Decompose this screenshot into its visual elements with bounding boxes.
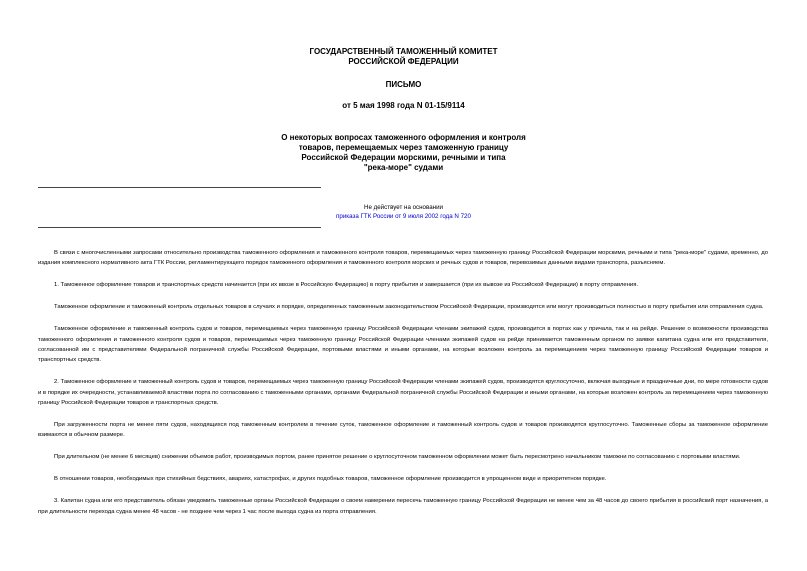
body-paragraph: 2. Таможенное оформление и таможенный контроль судов и товаров, перемещаемых через таможенную границу Российской Федерации членами экипажей судов, производятся круглосуточно, включая выходные и праздничные дни, по мере готовности судов и в порядке их очередности, устанавливаемой властями порта по согласованию с таможенными органами, органами Федеральной пограничной службы Российской Федерации и иными органами, на которые возложен контроль за перемещением через таможенную границу Российской Федерации товаров и транспортных средств. xyxy=(38,379,768,407)
subject-line: Российской Федерации морскими, речными и типа xyxy=(301,153,506,162)
status-text: Не действует на основании xyxy=(364,204,443,211)
document-number: от 5 мая 1998 года N 01-15/9114 xyxy=(342,101,465,110)
document-body xyxy=(38,248,768,528)
document-status xyxy=(0,203,807,221)
issuer-line-1: ГОСУДАРСТВЕННЫЙ ТАМОЖЕННЫЙ КОМИТЕТ xyxy=(309,47,498,56)
document-subject xyxy=(0,133,807,173)
status-link[interactable]: приказа ГТК России от 9 июля 2002 года N 720 xyxy=(336,213,471,220)
issuer-line-2: РОССИЙСКОЙ ФЕДЕРАЦИИ xyxy=(348,57,459,66)
body-paragraph: При загруженности порта не менее пяти судов, находящихся под таможенным контролем в течение суток, таможенное оформление и таможенный контроль судов и товаров производятся круглосуточно. Таможенные сборы за таможенное оформление взимаются в обычном размере. xyxy=(38,421,768,439)
body-paragraph: 1. Таможенное оформление товаров и транспортных средств начинается (при их ввозе в Российскую Федерацию) в порту прибытия и завершается (при их вывозе из Российской Федерации) в порту отправления. xyxy=(54,282,639,289)
divider-top xyxy=(38,187,321,188)
body-paragraph: 3. Капитан судна или его представитель обязан уведомить таможенные органы Российской Федерации о своем намерении пересечь таможенную границу Российской Федерации не менее чем за 48 часов до своего прибытия в российский порт назначения, а при длительности перехода судна менее 48 часов - не позднее чем через 1 час после выхода судна из порта отправления. xyxy=(38,498,768,515)
subject-line: "река-море" судами xyxy=(363,163,444,172)
body-paragraph: В отношении товаров, необходимых при стихийных бедствиях, авариях, катастрофах, и других подобных товаров, таможенное оформление производится в упрощенном виде и приоритетном порядке. xyxy=(54,476,607,483)
body-paragraph: В связи с многочисленными запросами относительно производства таможенного оформления и таможенного контроля товаров, перемещаемых через таможенную границу Российской Федерации морскими, речными и типа "река-море" судами, временно, до издания комплексного нормативного акта ГТК России, регламентирующего порядок таможенного оформления и таможенного контроля морских и речных судов и товаров, перевозимых данными видами транспорта, разъясняем. xyxy=(38,250,768,267)
body-paragraph: Таможенное оформление и таможенный контроль судов и товаров, перемещаемых через таможенную границу Российской Федерации членами экипажей судов, производится в портах как у причала, так и на рейде. Решение о возможности производства таможенного оформления и таможенного контроля судов и товаров, перемещаемых через таможенную границу Российской Федерации членами экипажей судов на рейде принимается таможенным органом по заявке капитана судна или его представителя, согласованной им с представителями Федеральной пограничной службы Российской Федерации, портовыми властями и иными органами, на которые возложен контроль за перемещением через таможенную границу Российской Федерации товаров и транспортных средств. xyxy=(38,326,768,364)
divider-bottom xyxy=(38,227,321,228)
document-type: ПИСЬМО xyxy=(385,80,422,89)
subject-line: товаров, перемещаемых через таможенную границу xyxy=(298,143,509,152)
subject-line: О некоторых вопросах таможенного оформления и контроля xyxy=(281,133,526,142)
body-paragraph: Таможенное оформление и таможенный контроль отдельных товаров в случаях и порядке, определенных таможенным законодательством Российской Федерации, производятся или могут производиться полностью в порту прибытия или отправления судна. xyxy=(54,304,764,311)
body-paragraph: При длительном (не менее 6 месяцев) снижении объемов работ, производимых портом, ранее принятое решение о круглосуточном таможенном оформлении может быть пересмотрено начальником таможни по согласованию с портовыми властями. xyxy=(54,454,741,461)
document-issuer xyxy=(0,47,807,67)
